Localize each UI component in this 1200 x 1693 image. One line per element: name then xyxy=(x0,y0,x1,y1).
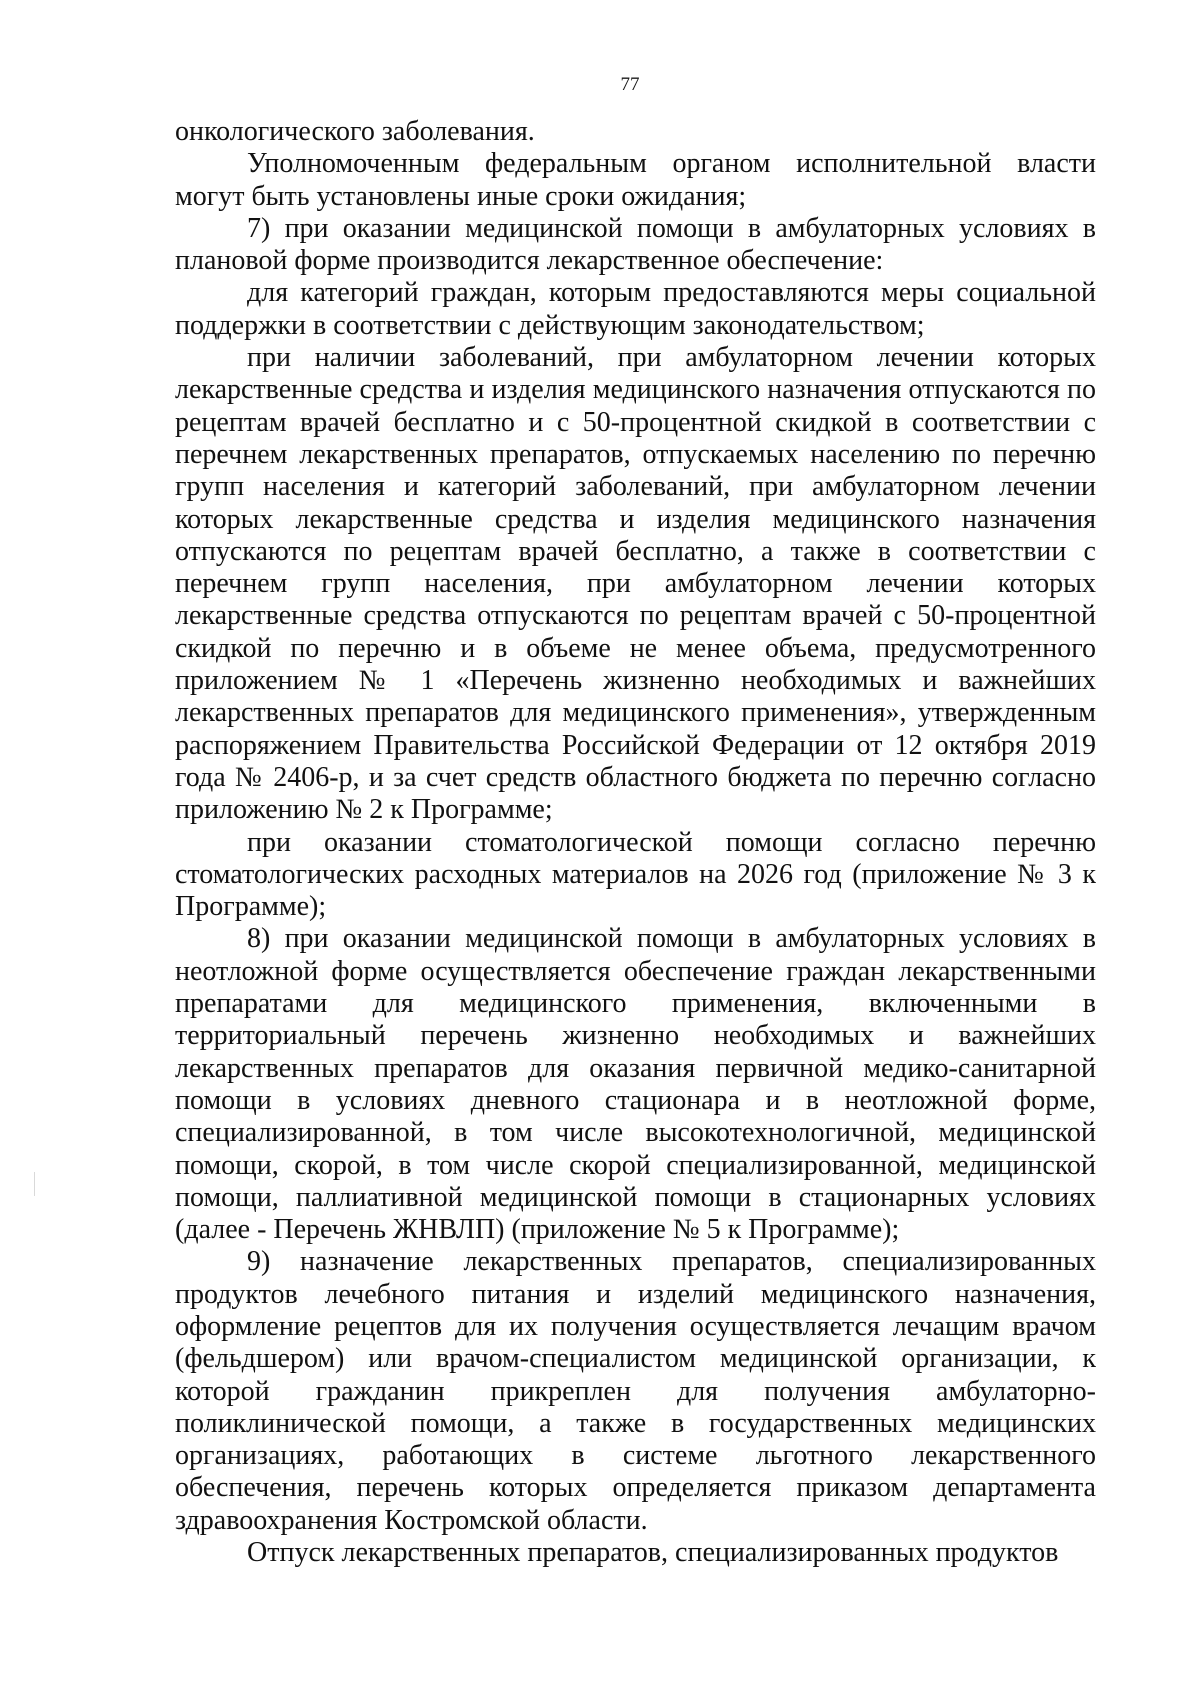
paragraph-social-support: для категорий граждан, которым предоставляются меры социальной поддержки в соответствии с действующим законодательством; xyxy=(175,277,1096,341)
paragraph-item-8: 8) при оказании медицинской помощи в амбулаторных условиях в неотложной форме осуществляется обеспечение граждан лекарственными препаратами для медицинского применения, включенными в территориальный перечень жизненно необходимых и важнейших лекарственных препаратов для оказания первичной медико-санитарной помощи в условиях дневного стационара и в неотложной форме, специализированной, в том числе высокотехнологичной, медицинской помощи, скорой, в том числе скорой специализированной, медицинской помощи, паллиативной медицинской помощи в стационарных условиях (далее - Перечень ЖНВЛП) (приложение № 5 к Программе); xyxy=(175,923,1096,1246)
paragraph-dental-care: при оказании стоматологической помощи согласно перечню стоматологических расходных материалов на 2026 год (приложение № 3 к Программе); xyxy=(175,826,1096,923)
paragraph-waiting-terms: Уполномоченным федеральным органом исполнительной власти могут быть установлены иные сроки ожидания; xyxy=(175,148,1096,212)
scan-margin-mark xyxy=(34,1172,35,1196)
paragraph-continuation: онкологического заболевания. xyxy=(175,116,535,147)
paragraph-item-7: 7) при оказании медицинской помощи в амбулаторных условиях в плановой форме производится лекарственное обеспечение: xyxy=(175,212,1096,277)
paragraph-item-9: 9) назначение лекарственных препаратов, специализированных продуктов лечебного питания и изделий медицинского назначения, оформление рецептов для их получения осуществляется лечащим врачом (фельдшером) или врачом-специалистом медицинской организации, к которой гражданин прикреплен для получения амбулаторно-поликлинической помощи, а также в государственных медицинских организациях, работающих в системе льготного лекарственного обеспечения, перечень которых определяется приказом департамента здравоохранения Костромской области. xyxy=(175,1246,1096,1536)
paragraph-dispensing: Отпуск лекарственных препаратов, специализированных продуктов xyxy=(247,1537,1059,1569)
document-body xyxy=(175,116,1096,1569)
paragraph-diseases-list: при наличии заболеваний, при амбулаторном лечении которых лекарственные средства и изделия медицинского назначения отпускаются по рецептам врачей бесплатно и с 50-процентной скидкой в соответствии с перечнем лекарственных препаратов, отпускаемых населению по перечню групп населения и категорий заболеваний, при амбулаторном лечении которых лекарственные средства и изделия медицинского назначения отпускаются по рецептам врачей бесплатно, а также в соответствии с перечнем групп населения, при амбулаторном лечении которых лекарственные средства отпускаются по рецептам врачей с 50-процентной скидкой по перечню и в объеме не менее объема, предусмотренного приложением № 1 «Перечень жизненно необходимых и важнейших лекарственных препаратов для медицинского применения», утвержденным распоряжением Правительства Российской Федерации от 12 октября 2019 года № 2406-р, и за счет средств областного бюджета по перечню согласно приложению № 2 к Программе; xyxy=(175,342,1096,826)
page-number: 77 xyxy=(620,74,640,95)
